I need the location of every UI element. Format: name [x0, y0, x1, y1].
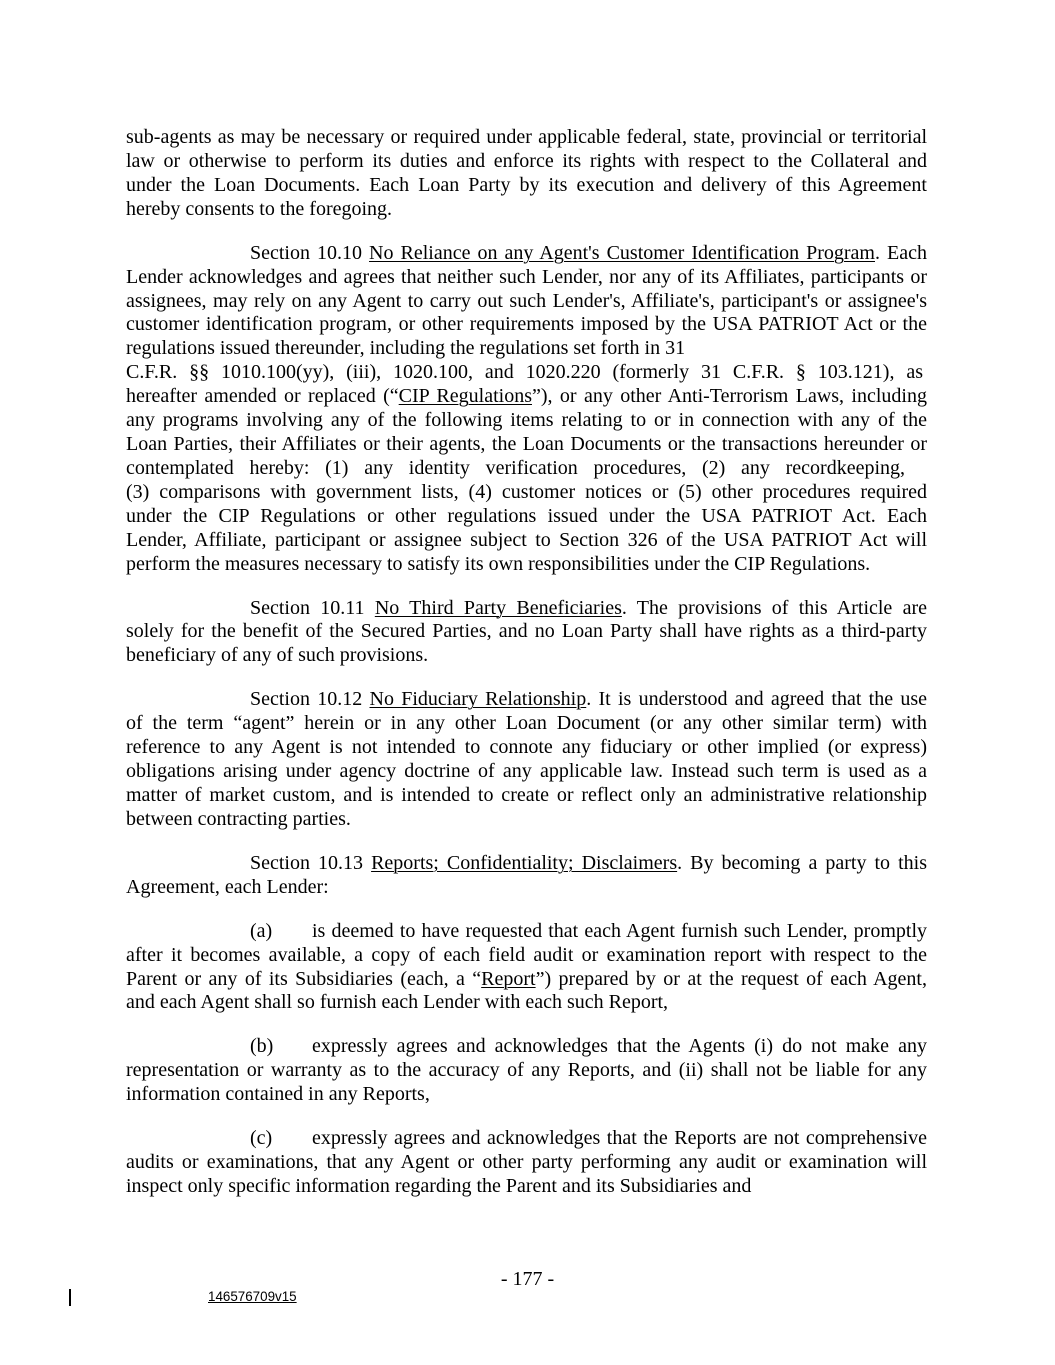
text-line: solely for the benefit of the Secured Parties, and no Loan Party shall have rights as a third-party	[126, 620, 927, 643]
text-segment: ”) prepared by or at the request of each Agent,	[535, 967, 927, 990]
text-line: matter of market custom, and is intended to create or reflect only an administrative relationship	[126, 783, 927, 806]
section-10-11	[126, 597, 927, 669]
text-line: hereby consents to the foregoing.	[126, 197, 393, 220]
section-number: Section 10.10	[250, 241, 370, 264]
clause-label: (c)	[250, 1127, 273, 1150]
section-title: No Reliance on any Agent's Customer Identification Program	[369, 241, 875, 264]
text-line: perform the measures necessary to satisfy its own responsibilities under the CIP Regulations.	[126, 552, 871, 575]
text-line: C.F.R. §§ 1010.100(yy), (iii), 1020.100, and 1020.220 (formerly 31 C.F.R. § 103.121), as	[126, 361, 923, 384]
defined-term: Report	[481, 967, 536, 990]
text-segment: . By becoming a party to this	[677, 851, 927, 874]
clause-b	[126, 1035, 927, 1107]
text-line: information contained in any Reports,	[126, 1083, 430, 1106]
text-line: Agreement, each Lender:	[126, 875, 329, 898]
text-line: between contracting parties.	[126, 807, 351, 830]
text-line: sub-agents as may be necessary or required under applicable federal, state, provincial or territorial	[126, 126, 927, 148]
section-heading-line	[126, 242, 927, 266]
text-line: under the Loan Documents. Each Loan Party by its execution and delivery of this Agreement	[126, 173, 927, 196]
revision-bar	[69, 1289, 71, 1306]
section-title: No Fiduciary Relationship	[369, 688, 587, 711]
text-line: obligations arising under agency doctrine of any applicable law. Instead such term is used as a	[126, 760, 927, 783]
text-line: regulations issued thereunder, including the regulations set forth in 31	[126, 337, 686, 360]
text-line	[126, 385, 927, 409]
page-number: - 177 -	[500, 1268, 555, 1290]
text-line: inspect only specific information regarding the Parent and its Subsidiaries and	[126, 1175, 752, 1198]
text-segment: is deemed to have requested that each Agent furnish such Lender, promptly	[312, 919, 927, 942]
text-segment: . It is understood and agreed that the use	[586, 688, 927, 711]
text-line: representation or warranty as to the accuracy of any Reports, and (ii) shall not be liable for any	[126, 1059, 927, 1082]
clause-a	[126, 920, 927, 1016]
text-segment: expressly agrees and acknowledges that the Agents (i) do not make any	[312, 1035, 927, 1058]
text-segment: ”), or any other Anti-Terrorism Laws, including	[531, 385, 927, 408]
text-line: Lender acknowledges and agrees that neither such Lender, nor any of its Affiliates, participants or	[126, 265, 927, 288]
clause-first-line	[126, 920, 927, 944]
text-segment: Parent or any of its Subsidiaries (each, a “	[126, 967, 482, 990]
clause-label: (a)	[250, 919, 273, 942]
section-10-10	[126, 242, 927, 577]
section-number: Section 10.13	[250, 851, 372, 874]
text-line: audits or examinations, that any Agent or other party performing any audit or examination will	[126, 1151, 927, 1174]
text-segment: . The provisions of this Article are	[621, 596, 928, 619]
clause-first-line	[126, 1035, 927, 1059]
text-line: after it becomes available, a copy of each field audit or examination report with respect to the	[126, 943, 927, 966]
text-line: and each Agent shall so furnish each Lender with each such Report,	[126, 991, 669, 1014]
section-title: No Third Party Beneficiaries	[374, 596, 622, 619]
paragraph-continuation	[126, 126, 927, 222]
text-line	[126, 968, 927, 992]
text-segment: hereafter amended or replaced (“	[126, 385, 399, 408]
text-line: beneficiary of any of such provisions.	[126, 644, 429, 667]
text-segment: expressly agrees and acknowledges that the Reports are not comprehensive	[312, 1127, 927, 1150]
section-title: Reports; Confidentiality; Disclaimers	[371, 851, 678, 874]
text-line: reference to any Agent is not intended to connote any fiduciary or other implied (or express)	[126, 736, 927, 759]
text-line: Lender, Affiliate, participant or assignee subject to Section 326 of the USA PATRIOT Act will	[126, 528, 927, 551]
text-line: assignees, may rely on any Agent to carry out such Lender's, Affiliate's, participant's or assignee's	[126, 289, 927, 312]
section-10-12	[126, 688, 927, 831]
defined-term: CIP Regulations	[398, 385, 532, 408]
clause-first-line	[126, 1127, 927, 1151]
section-heading-line	[126, 597, 927, 621]
section-number: Section 10.12	[250, 688, 370, 711]
section-heading-line	[126, 852, 927, 876]
clause-c	[126, 1127, 927, 1199]
section-number: Section 10.11	[250, 596, 375, 619]
text-segment: . Each	[875, 241, 927, 264]
section-heading-line	[126, 688, 927, 712]
document-id: 146576709v15	[208, 1289, 297, 1304]
text-line: customer identification program, or other requirements imposed by the USA PATRIOT Act or the	[126, 313, 927, 336]
section-10-13	[126, 852, 927, 900]
clause-label: (b)	[250, 1035, 274, 1058]
body-text	[126, 126, 927, 1219]
text-line: contemplated hereby: (1) any identity verification procedures, (2) any recordkeeping,	[126, 456, 905, 479]
text-line: (3) comparisons with government lists, (4) customer notices or (5) other procedures required	[126, 480, 927, 503]
text-line: any programs involving any of the following items relating to or in connection with any of the	[126, 409, 927, 432]
text-line: Loan Parties, their Affiliates or their agents, the Loan Documents or the transactions hereunder or	[126, 432, 927, 455]
text-line: of the term “agent” herein or in any other Loan Document (or any other similar term) with	[126, 712, 927, 735]
text-line: law or otherwise to perform its duties and enforce its rights with respect to the Collateral and	[126, 149, 927, 172]
text-line: under the CIP Regulations or other regulations issued under the USA PATRIOT Act. Each	[126, 504, 927, 527]
